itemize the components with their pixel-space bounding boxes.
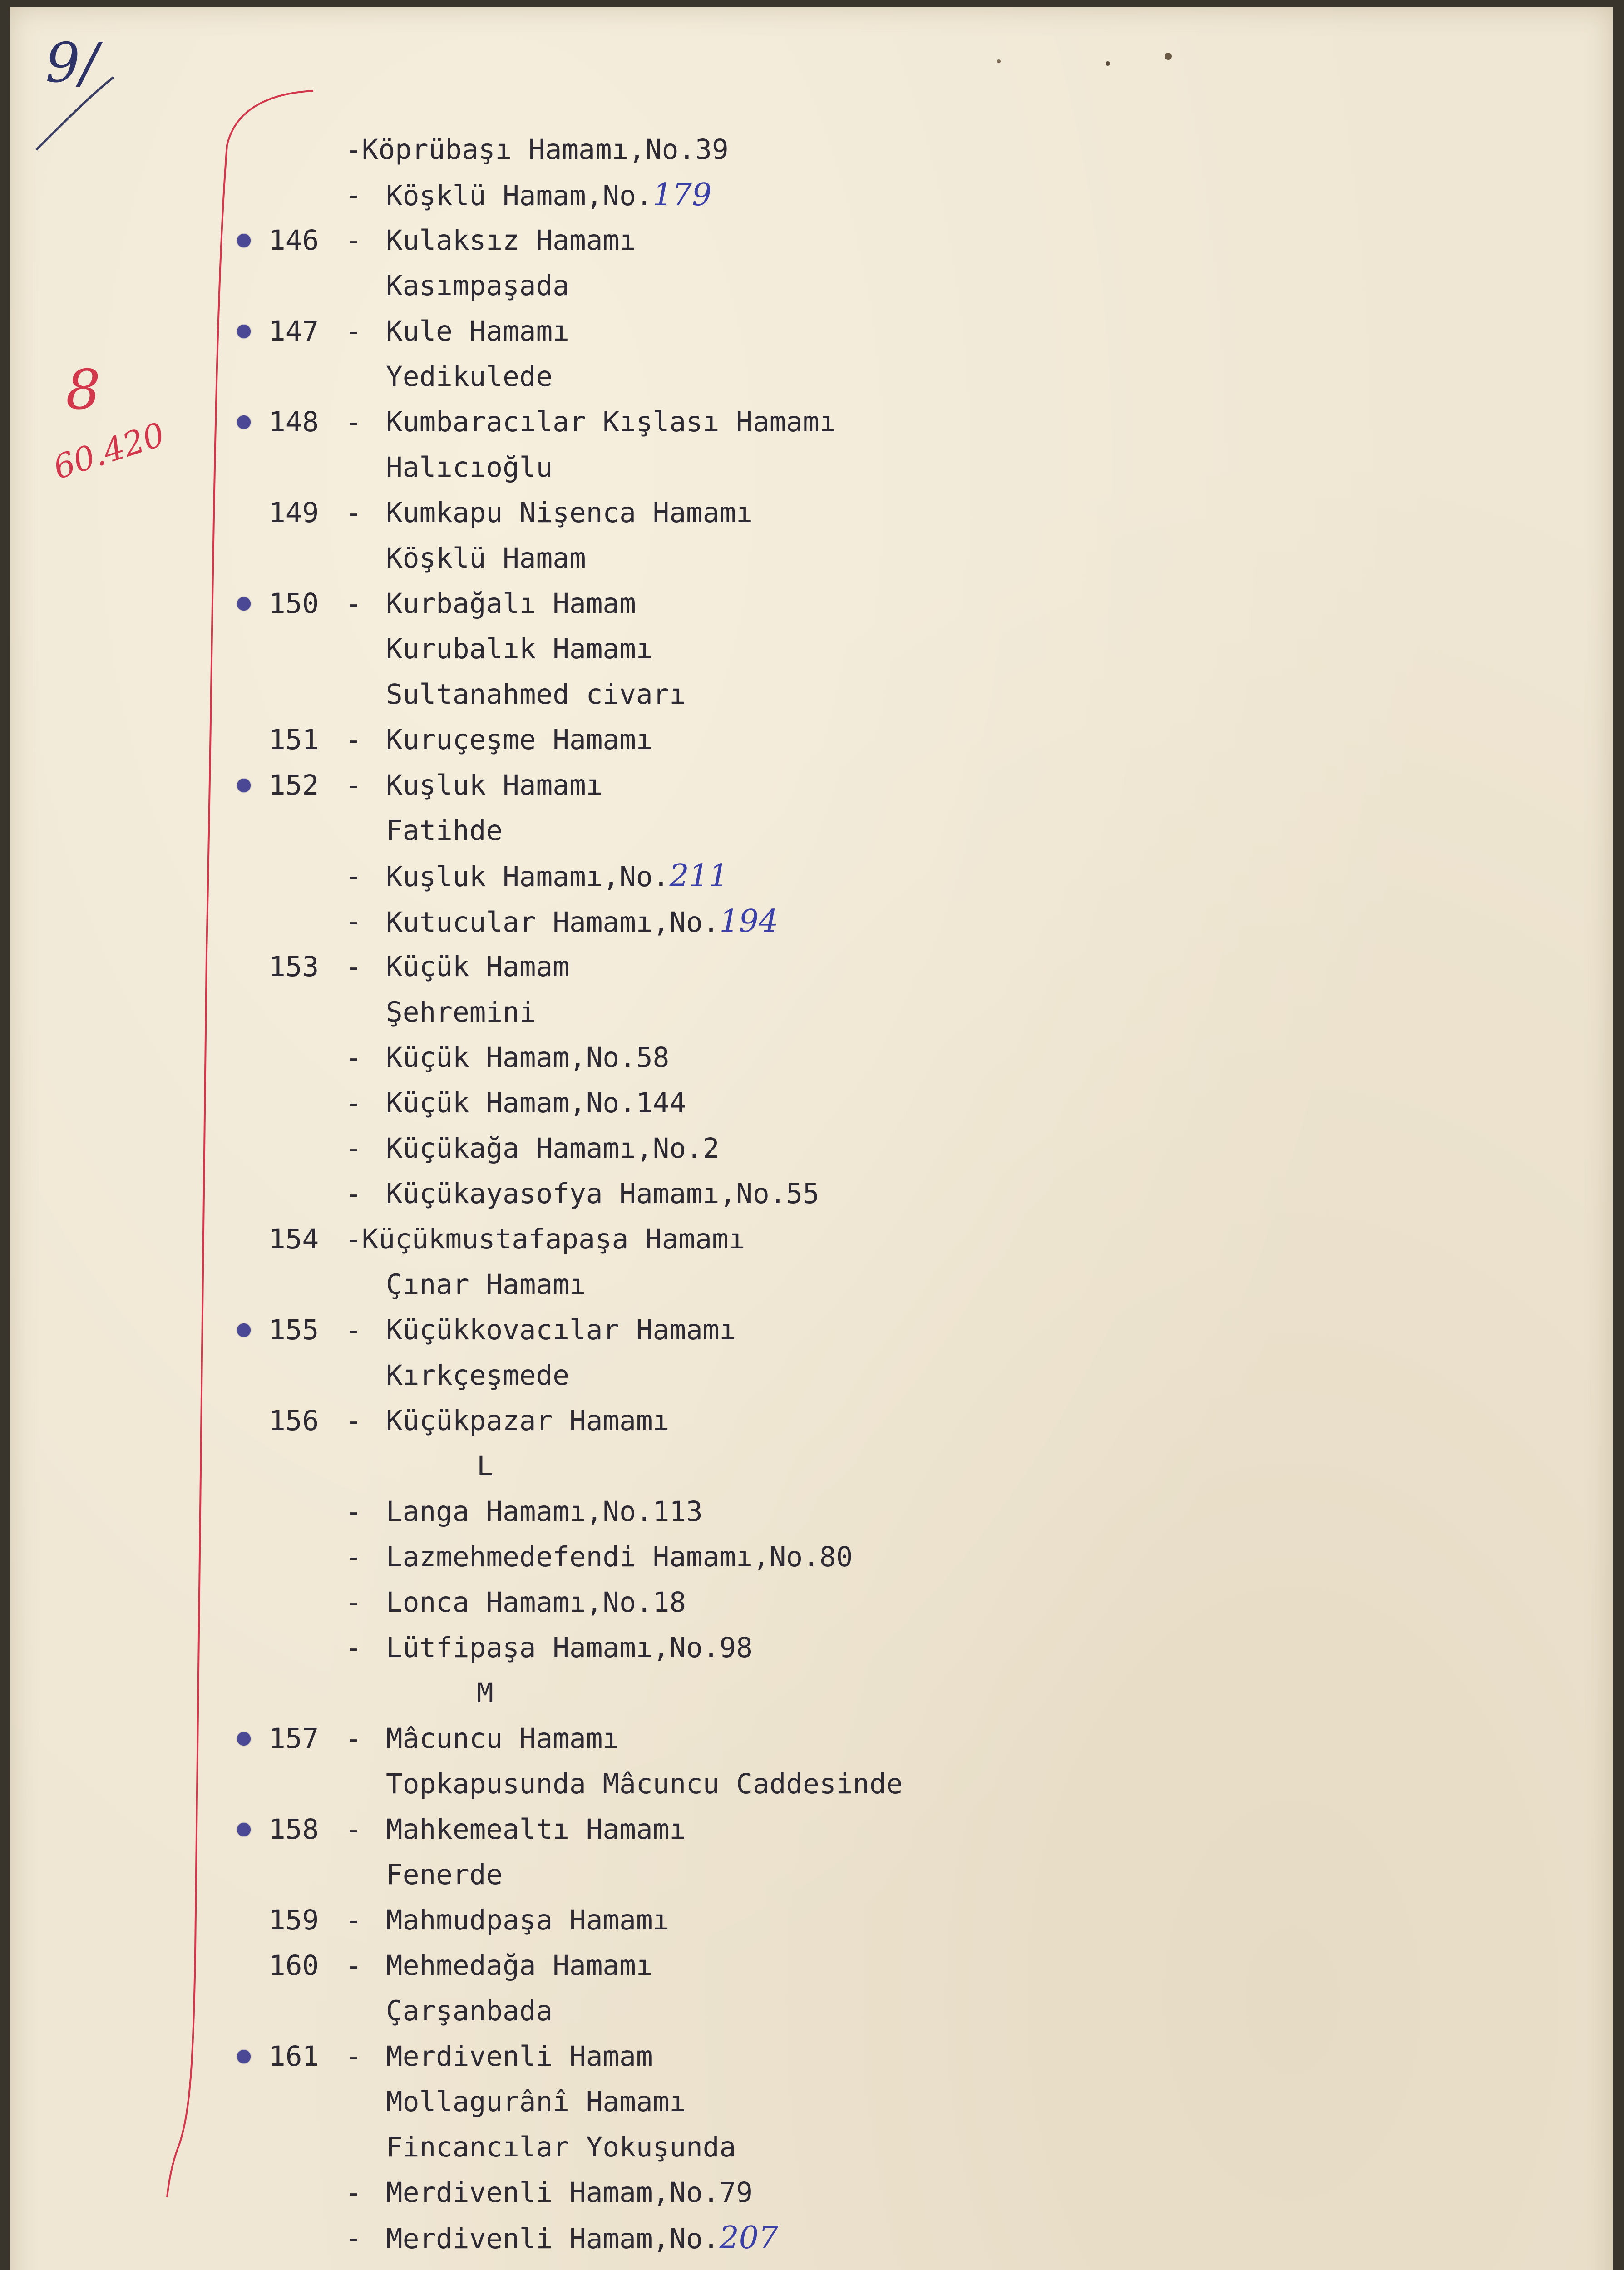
entry-text: Mâcuncu Hamamı [386, 1722, 620, 1755]
list-item [0, 1535, 1544, 1580]
entry-text: Kuruçeşme Hamamı [386, 724, 653, 756]
entry-text: Çınar Hamamı [386, 1268, 586, 1301]
entry-text: Sultanahmed civarı [386, 678, 686, 711]
bullet-dot-icon [237, 1732, 251, 1746]
margin-number: 8 [66, 359, 101, 422]
entry-text: Kulaksız Hamamı [386, 224, 636, 257]
list-item [0, 536, 1544, 581]
entry-text: -Küçükmustafapaşa Hamamı [345, 1223, 745, 1255]
entry-number: 146 [269, 224, 319, 257]
entry-dash: - [345, 905, 362, 938]
entry-number: 150 [269, 587, 319, 620]
handwritten-number: 211 [669, 858, 729, 894]
handwritten-number: 179 [652, 177, 712, 213]
entry-text: Fenerde [386, 1859, 503, 1891]
entry-text: Fatihde [386, 814, 503, 847]
list-item [0, 1625, 1544, 1671]
bullet-dot-icon [237, 1323, 251, 1337]
entry-text: Mehmedağa Hamamı [386, 1949, 653, 1982]
list-item [0, 1217, 1544, 1262]
corner-number: 9/ [45, 32, 99, 95]
list-item [0, 2216, 1544, 2261]
list-item [0, 1489, 1544, 1535]
entry-text: Lazmehmedefendi Hamamı,No.80 [386, 1541, 853, 1573]
entry-text: Lonca Hamamı,No.18 [386, 1586, 686, 1619]
entry-number: 149 [269, 497, 319, 529]
list-item [0, 400, 1544, 445]
list-item [0, 627, 1544, 672]
bullet-dot-icon [237, 234, 251, 247]
list-item [0, 1943, 1544, 1989]
entry-dash: - [345, 2222, 362, 2254]
entry-dash: - [345, 587, 362, 620]
entry-number: 154 [269, 1223, 319, 1255]
entry-dash: - [345, 860, 362, 892]
entry-text: Kasımpaşada [386, 270, 569, 302]
entry-text: Topkapusunda Mâcuncu Caddesinde [386, 1768, 903, 1800]
entry-dash: - [345, 2176, 362, 2209]
list-item [0, 2079, 1544, 2125]
entry-dash: - [345, 1632, 362, 1664]
list-item [0, 808, 1544, 854]
entry-text: Kurbağalı Hamam [386, 587, 636, 620]
entry-text: Merdivenli Hamam,No.79 [386, 2176, 753, 2209]
entry-dash: - [345, 1813, 362, 1846]
entry-dash: - [345, 497, 362, 529]
entry-text: Küçük Hamam,No.58 [386, 1041, 670, 1074]
entry-dash: - [345, 1132, 362, 1165]
entry-text: Küçükağa Hamamı,No.2 [386, 1132, 720, 1165]
list-item [0, 717, 1544, 763]
list-item [0, 354, 1544, 400]
entry-text: Şehremini [386, 996, 536, 1028]
entry-dash: - [345, 315, 362, 347]
list-item [0, 1398, 1544, 1444]
entry-text: Langa Hamamı,No.113 [386, 1495, 703, 1528]
entry-text: Çarşanbada [386, 1995, 553, 2027]
entry-number: 157 [269, 1722, 319, 1755]
entry-text: Kutucular Hamamı,No.194 [386, 903, 779, 939]
handwritten-number: 194 [719, 903, 779, 939]
entry-text: -Köprübaşı Hamamı,No.39 [345, 133, 729, 166]
list-item [0, 173, 1544, 218]
entry-dash: - [345, 1405, 362, 1437]
entry-number: 153 [269, 951, 319, 983]
list-item [0, 1081, 1544, 1126]
list-item [0, 1035, 1544, 1081]
entry-dash: - [345, 1904, 362, 1936]
list-item [0, 1171, 1544, 1217]
entry-dash: - [345, 1541, 362, 1573]
entry-text: Küçük Hamam,No.144 [386, 1087, 686, 1119]
list-item [0, 127, 1544, 173]
entry-text: Kırkçeşmede [386, 1359, 569, 1392]
list-item [0, 1898, 1544, 1943]
entry-dash: - [345, 1041, 362, 1074]
bullet-dot-icon [237, 325, 251, 338]
list-item [0, 2170, 1544, 2216]
entry-text: Küçükkovacılar Hamamı [386, 1314, 736, 1346]
list-item [0, 309, 1544, 354]
list-item [0, 854, 1544, 899]
bullet-dot-icon [237, 2050, 251, 2063]
entry-text: Halıcıoğlu [386, 451, 553, 484]
entry-text: Yedikulede [386, 360, 553, 393]
entry-number: 161 [269, 2040, 319, 2073]
section-letter [0, 1671, 1544, 1716]
entry-dash: - [345, 1586, 362, 1619]
list-item [0, 263, 1544, 309]
bullet-dot-icon [237, 1823, 251, 1836]
entry-dash: - [345, 1178, 362, 1210]
entry-number: 152 [269, 769, 319, 801]
entry-dash: - [345, 179, 362, 211]
section-letter-text: L [477, 1450, 494, 1482]
entry-dash: - [345, 224, 362, 257]
entry-number: 155 [269, 1314, 319, 1346]
list-item [0, 445, 1544, 490]
section-letter [0, 1444, 1544, 1489]
entry-text: Mahmudpaşa Hamamı [386, 1904, 670, 1936]
list-item [0, 1989, 1544, 2034]
list-item [0, 944, 1544, 990]
list-item [0, 1308, 1544, 1353]
entry-text: Fincancılar Yokuşunda [386, 2131, 736, 2163]
list-item [0, 218, 1544, 263]
entry-number: 147 [269, 315, 319, 347]
entry-number: 160 [269, 1949, 319, 1982]
entry-text: Merdivenli Hamam [386, 2040, 653, 2073]
entry-number: 159 [269, 1904, 319, 1936]
list-item [0, 990, 1544, 1035]
list-item [0, 1126, 1544, 1171]
entry-text: Merdivenli Hamam,No.207 [386, 2220, 779, 2256]
margin-note: 60.420 [49, 415, 169, 487]
list-item [0, 2034, 1544, 2079]
entry-number: 156 [269, 1405, 319, 1437]
list-item [0, 672, 1544, 717]
list-item [0, 1762, 1544, 1807]
bullet-dot-icon [237, 597, 251, 611]
bullet-dot-icon [237, 779, 251, 792]
entry-text: Kumbaracılar Kışlası Hamamı [386, 406, 836, 438]
entry-dash: - [345, 2040, 362, 2073]
entry-text: Küçükayasofya Hamamı,No.55 [386, 1178, 819, 1210]
entry-text: Küçük Hamam [386, 951, 569, 983]
list-item [0, 1262, 1544, 1308]
entry-text: Köşklü Hamam,No.179 [386, 177, 712, 213]
entry-text: Kumkapu Nişenca Hamamı [386, 497, 753, 529]
entry-dash: - [345, 724, 362, 756]
entry-dash: - [345, 1314, 362, 1346]
list-item [0, 763, 1544, 808]
entry-text: Kuşluk Hamamı [386, 769, 603, 801]
entry-dash: - [345, 769, 362, 801]
section-letter-text: M [477, 1677, 494, 1709]
entry-dash: - [345, 1722, 362, 1755]
entry-dash: - [345, 951, 362, 983]
entry-dash: - [345, 1087, 362, 1119]
list-item [0, 1580, 1544, 1625]
list-item [0, 490, 1544, 536]
list-item [0, 899, 1544, 944]
entry-text: Kurubalık Hamamı [386, 633, 653, 665]
entry-text: Kule Hamamı [386, 315, 569, 347]
entry-dash: - [345, 1949, 362, 1982]
list-item [0, 1353, 1544, 1398]
entry-number: 158 [269, 1813, 319, 1846]
handwritten-number: 207 [719, 2220, 779, 2256]
entry-text: Mollagurânî Hamamı [386, 2086, 686, 2118]
list-item [0, 1716, 1544, 1762]
entry-number: 151 [269, 724, 319, 756]
list-item [0, 581, 1544, 627]
entry-text: Mahkemealtı Hamamı [386, 1813, 686, 1846]
list-item [0, 2125, 1544, 2170]
entry-text: Lütfipaşa Hamamı,No.98 [386, 1632, 753, 1664]
entry-text: Köşklü Hamam [386, 542, 586, 574]
entry-text: Küçükpazar Hamamı [386, 1405, 670, 1437]
bullet-dot-icon [237, 415, 251, 429]
entry-number: 148 [269, 406, 319, 438]
entry-dash: - [345, 406, 362, 438]
entry-dash: - [345, 1495, 362, 1528]
list-item [0, 1807, 1544, 1852]
entry-text: Kuşluk Hamamı,No.211 [386, 858, 729, 894]
list-item [0, 1852, 1544, 1898]
